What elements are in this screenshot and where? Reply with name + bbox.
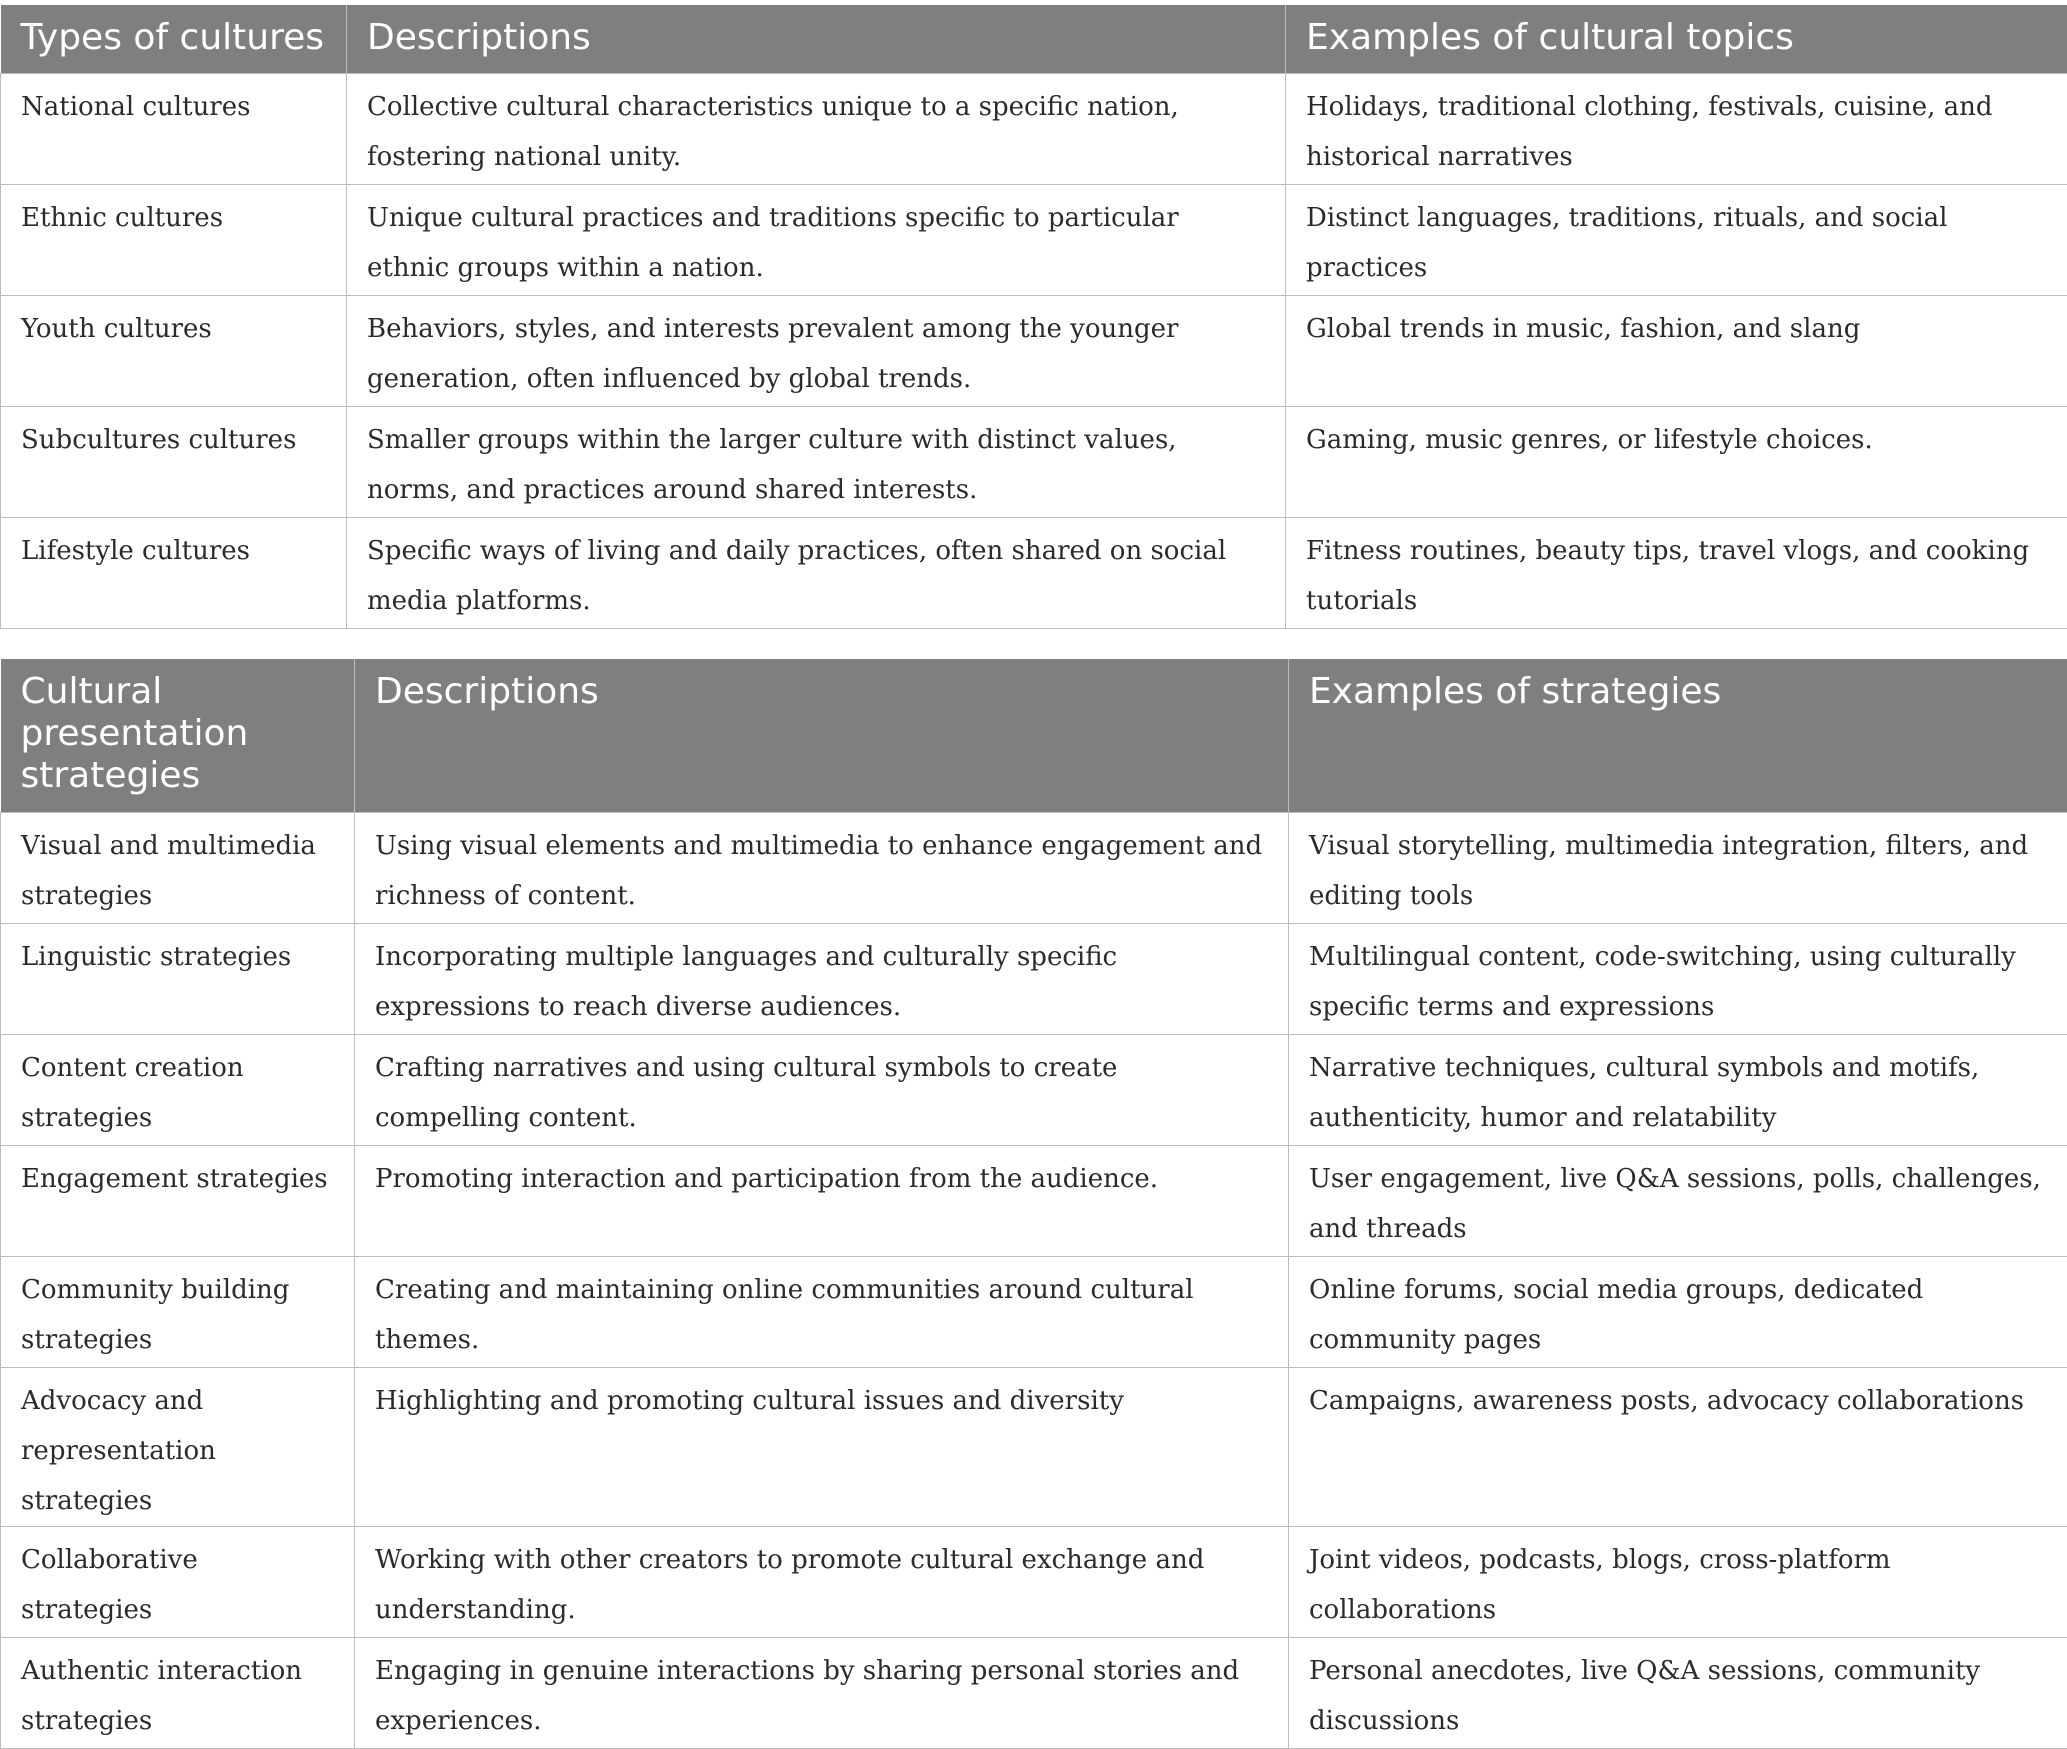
table-header-row <box>1 5 2067 73</box>
cell-description: Crafting narratives and using cultural symbols to create compelling content. <box>355 1034 1289 1145</box>
cell-examples: Visual storytelling, multimedia integration, filters, and editing tools <box>1289 812 2067 923</box>
cell-examples: Online forums, social media groups, dedicated community pages <box>1289 1256 2067 1367</box>
table-row <box>1 923 2067 1034</box>
cell-description: Promoting interaction and participation from the audience. <box>355 1145 1289 1256</box>
cell-examples: Distinct languages, traditions, rituals, and social practices <box>1286 184 2067 295</box>
cell-strategy: Authentic interaction strategies <box>1 1637 355 1748</box>
cell-strategy: Advocacy and representation strategies <box>1 1367 355 1526</box>
cell-description: Behaviors, styles, and interests prevalent among the younger generation, often influenced by global trends. <box>347 295 1286 406</box>
column-header-strategy: Cultural presentation strategies <box>1 659 355 812</box>
table-row <box>1 295 2067 406</box>
cell-description: Collective cultural characteristics unique to a specific nation, fostering national unity. <box>347 73 1286 184</box>
cell-strategy: Content creation strategies <box>1 1034 355 1145</box>
table-row <box>1 1637 2067 1748</box>
cell-examples: Holidays, traditional clothing, festivals, cuisine, and historical narratives <box>1286 73 2067 184</box>
cell-type: Ethnic cultures <box>1 184 347 295</box>
cell-strategy: Community building strategies <box>1 1256 355 1367</box>
cell-examples: Gaming, music genres, or lifestyle choices. <box>1286 406 2067 517</box>
cell-strategy: Visual and multimedia strategies <box>1 812 355 923</box>
cell-type: Lifestyle cultures <box>1 517 347 628</box>
cell-examples: Multilingual content, code-switching, using culturally specific terms and expressions <box>1289 923 2067 1034</box>
cell-description: Unique cultural practices and traditions specific to particular ethnic groups within a nation. <box>347 184 1286 295</box>
column-header-type: Types of cultures <box>1 5 347 73</box>
cell-strategy: Collaborative strategies <box>1 1526 355 1637</box>
column-header-examples: Examples of strategies <box>1289 659 2067 812</box>
cell-description: Specific ways of living and daily practices, often shared on social media platforms. <box>347 517 1286 628</box>
table-row <box>1 1145 2067 1256</box>
table-row <box>1 812 2067 923</box>
cell-description: Engaging in genuine interactions by sharing personal stories and experiences. <box>355 1637 1289 1748</box>
table-header-row <box>1 659 2067 812</box>
cell-strategy: Engagement strategies <box>1 1145 355 1256</box>
cell-examples: Joint videos, podcasts, blogs, cross-platform collaborations <box>1289 1526 2067 1637</box>
culture-types-table <box>0 5 2067 629</box>
column-header-examples: Examples of cultural topics <box>1286 5 2067 73</box>
table-row <box>1 406 2067 517</box>
table-row <box>1 1526 2067 1637</box>
cell-strategy: Linguistic strategies <box>1 923 355 1034</box>
table-row <box>1 1034 2067 1145</box>
cell-examples: Campaigns, awareness posts, advocacy collaborations <box>1289 1367 2067 1526</box>
cell-description: Incorporating multiple languages and culturally specific expressions to reach diverse audiences. <box>355 923 1289 1034</box>
cell-description: Highlighting and promoting cultural issues and diversity <box>355 1367 1289 1526</box>
presentation-strategies-table <box>0 659 2067 1749</box>
cell-description: Using visual elements and multimedia to enhance engagement and richness of content. <box>355 812 1289 923</box>
cell-type: National cultures <box>1 73 347 184</box>
cell-examples: Global trends in music, fashion, and slang <box>1286 295 2067 406</box>
cell-description: Creating and maintaining online communities around cultural themes. <box>355 1256 1289 1367</box>
cell-type: Subcultures cultures <box>1 406 347 517</box>
cell-examples: Fitness routines, beauty tips, travel vlogs, and cooking tutorials <box>1286 517 2067 628</box>
cell-examples: Narrative techniques, cultural symbols and motifs, authenticity, humor and relatability <box>1289 1034 2067 1145</box>
cell-examples: Personal anecdotes, live Q&A sessions, community discussions <box>1289 1637 2067 1748</box>
cell-type: Youth cultures <box>1 295 347 406</box>
table-row <box>1 184 2067 295</box>
cell-examples: User engagement, live Q&A sessions, polls, challenges, and threads <box>1289 1145 2067 1256</box>
table-row <box>1 73 2067 184</box>
cell-description: Smaller groups within the larger culture with distinct values, norms, and practices around shared interests. <box>347 406 1286 517</box>
cell-description: Working with other creators to promote cultural exchange and understanding. <box>355 1526 1289 1637</box>
column-header-descriptions: Descriptions <box>355 659 1289 812</box>
table-row <box>1 517 2067 628</box>
column-header-descriptions: Descriptions <box>347 5 1286 73</box>
table-row <box>1 1367 2067 1526</box>
table-row <box>1 1256 2067 1367</box>
